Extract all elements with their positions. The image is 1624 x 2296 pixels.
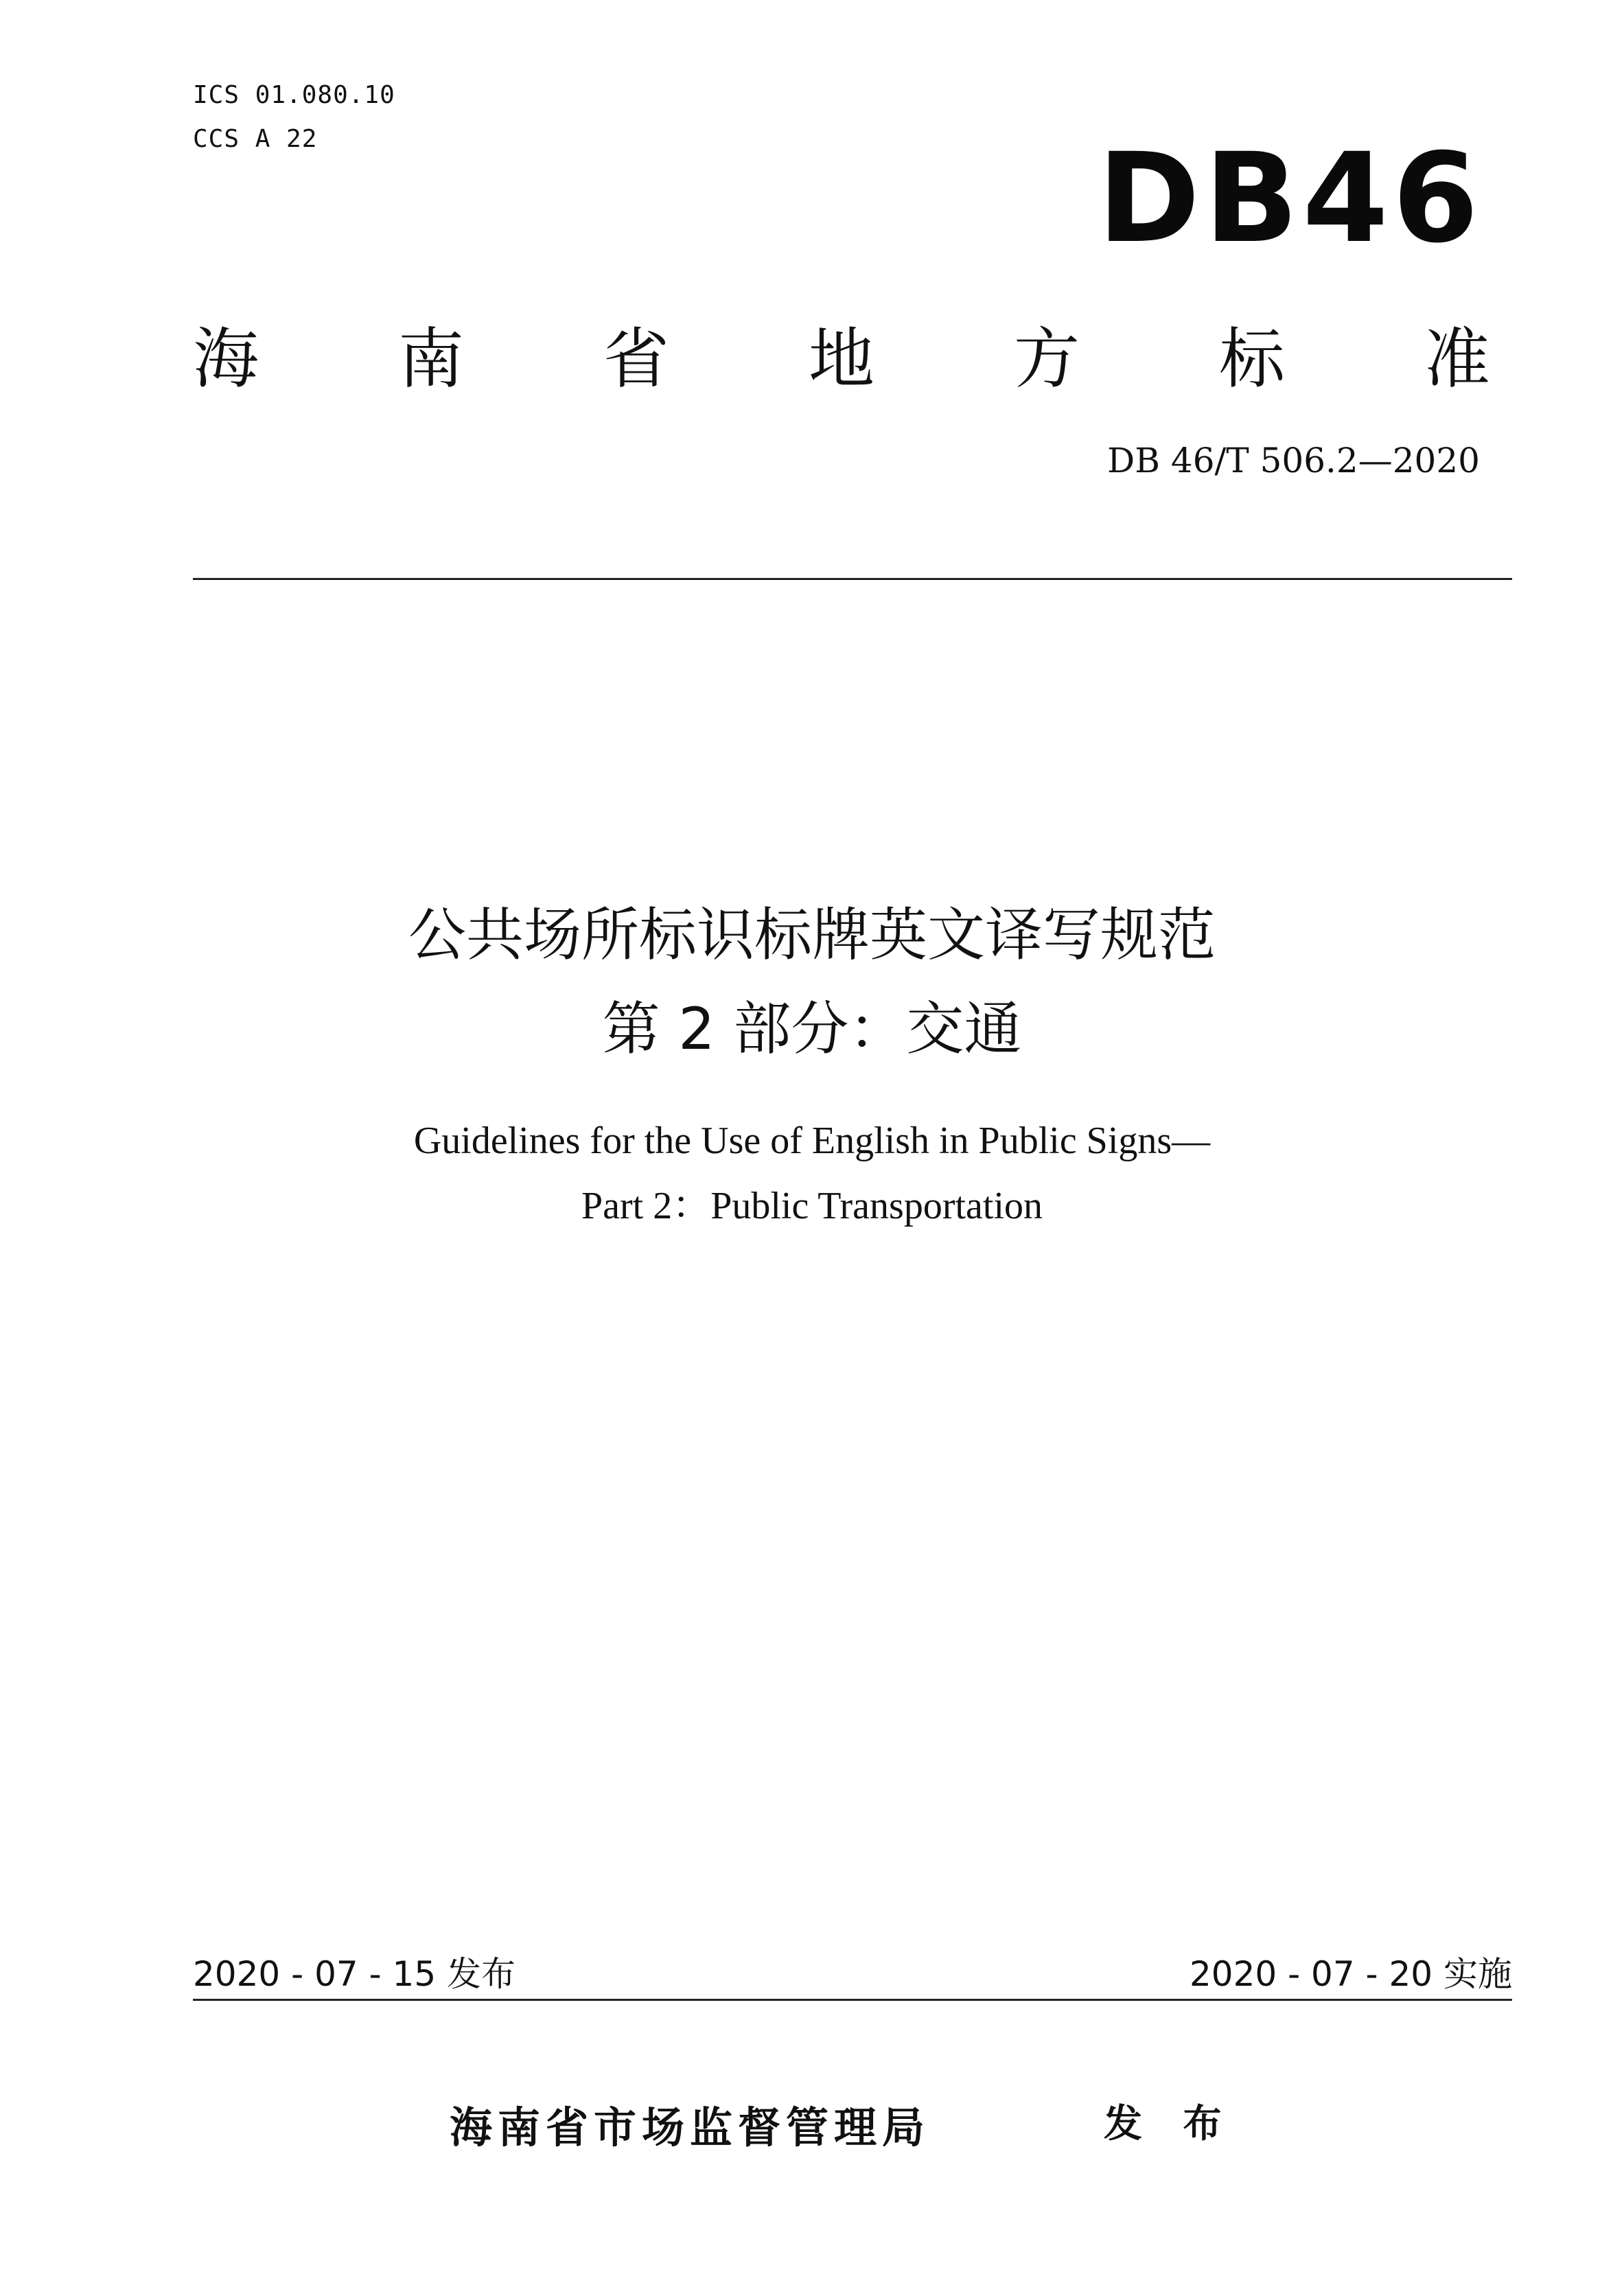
publish-label: 发 布 [1104, 2102, 1236, 2146]
top-divider [193, 578, 1512, 580]
standard-type-char: 方 [1014, 321, 1080, 397]
implementation-date: 2020 - 07 - 20 实施 [1189, 1954, 1512, 1994]
ccs-code: CCS A 22 [193, 125, 318, 153]
standard-type-char: 标 [1219, 321, 1285, 397]
standard-type-char: 海 [193, 321, 259, 397]
standard-type-char: 南 [398, 321, 464, 397]
standard-number: DB 46/T 506.2—2020 [1107, 441, 1480, 480]
title-en-line2: Part 2：Public Transportation [581, 1185, 1043, 1227]
title-cn-line2: 第 2 部分：交通 [602, 995, 1022, 1063]
db46-logo: DB46 [1097, 127, 1483, 270]
title-cn-line1: 公共场所标识标牌英文译写规范 [408, 901, 1216, 969]
standard-type-char: 地 [809, 321, 874, 397]
standard-type-char: 省 [603, 321, 669, 397]
title-en-line1: Guidelines for the Use of English in Public Signs— [413, 1120, 1211, 1162]
standard-type-char: 准 [1424, 321, 1490, 397]
publisher-name: 海南省市场监督管理局 [450, 2102, 931, 2153]
bottom-divider [193, 1999, 1512, 2001]
ics-code: ICS 01.080.10 [193, 81, 395, 109]
issue-date: 2020 - 07 - 15 发布 [193, 1954, 516, 1994]
standard-type-title [193, 321, 1490, 397]
